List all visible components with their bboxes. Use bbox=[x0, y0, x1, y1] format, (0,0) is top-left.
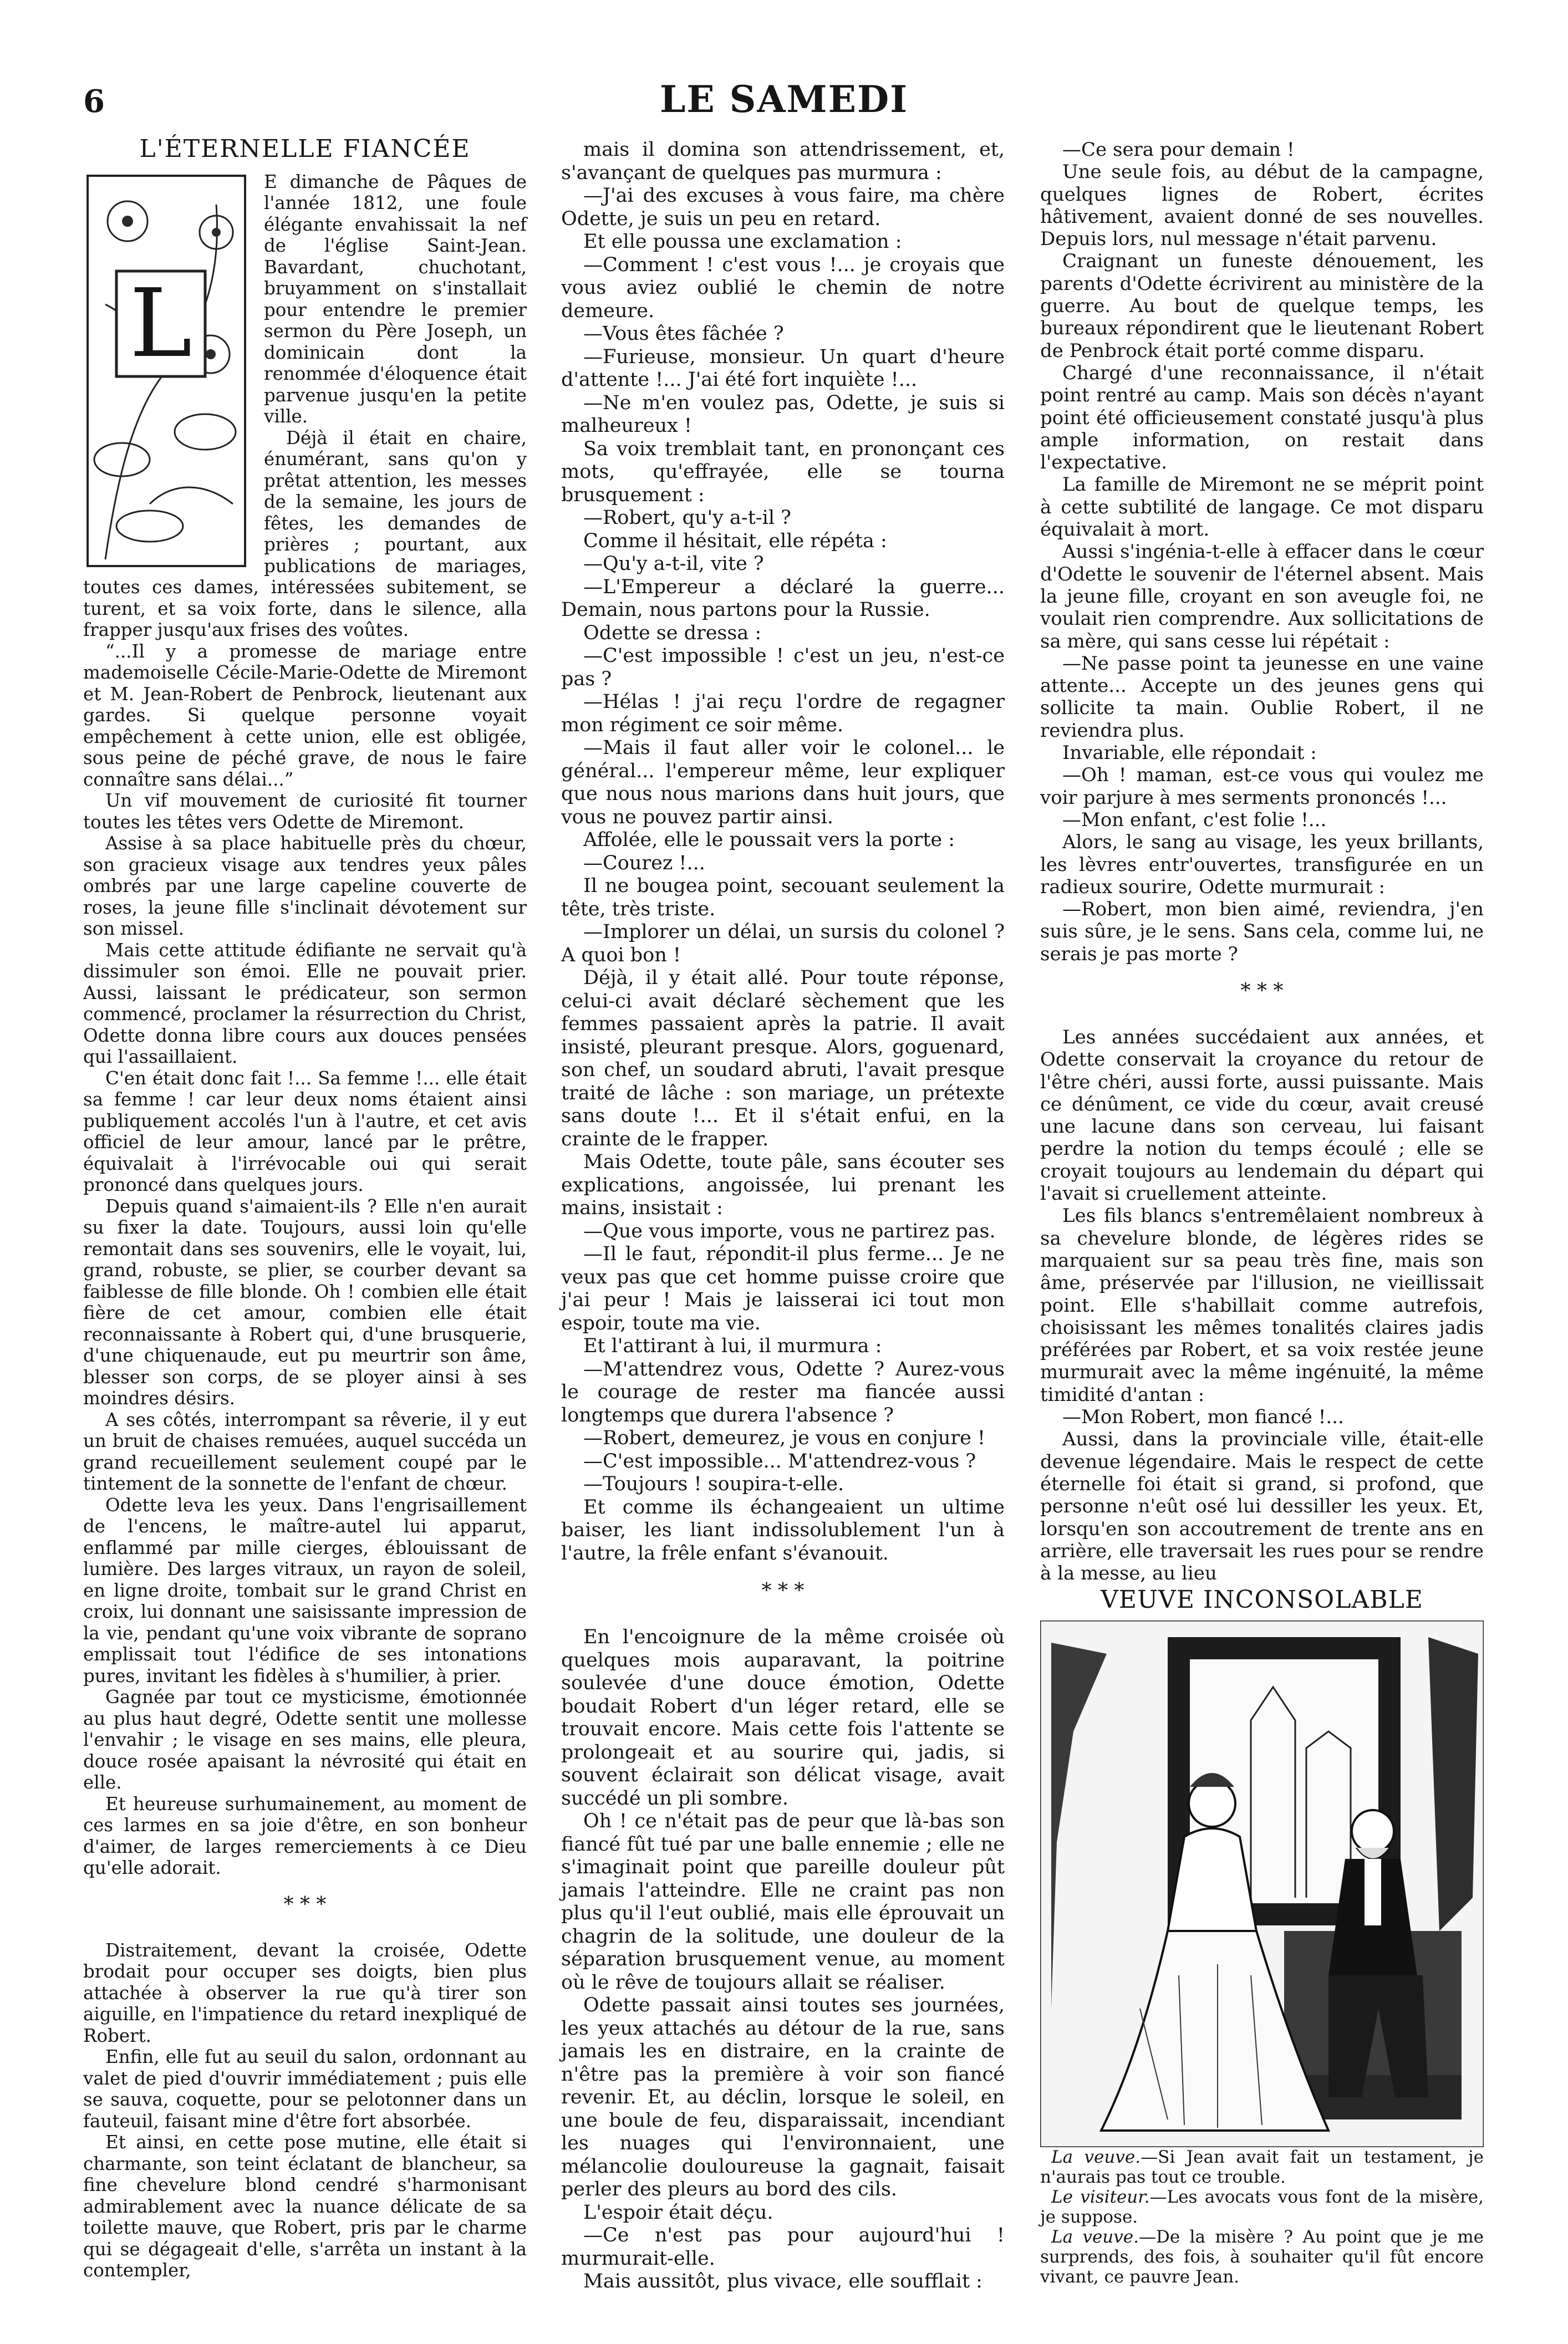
cartoon-captions bbox=[1040, 2147, 1484, 2287]
column-1 bbox=[83, 135, 527, 2281]
caption-line bbox=[1040, 2187, 1484, 2227]
paragraph: Assise à sa place habituelle près du chœur, son gracieux visage aux tendres yeux pâles ombrés par une large capeline couverte de roses, la jeune fille s'inclinait dévotement sur son missel. bbox=[83, 833, 527, 939]
paragraph: —Oh ! maman, est-ce vous qui voulez me voir parjure à mes serments prononcés !... bbox=[1040, 764, 1484, 809]
paragraph: Et comme ils échangeaient un ultime baiser, les liant indissolublement l'un à l'autre, la frêle enfant s'évanouit. bbox=[561, 1496, 1005, 1565]
paragraph: —Il le faut, répondit-il plus ferme... Je ne veux pas que cet homme puisse croire que j'ai peur ! Mais je laisserai ici tout mon espoir, toute ma vie. bbox=[561, 1243, 1005, 1334]
paragraph: Un vif mouvement de curiosité fit tourner toutes les têtes vers Odette de Miremont. bbox=[83, 790, 527, 833]
paragraph: —Toujours ! soupira-t-elle. bbox=[583, 1473, 844, 1495]
paragraph: Les années succédaient aux années, et Odette conservait la croyance du retour de l'être chéri, aussi forte, aussi puissante. Mais ce dénûment, ce vide du cœur, avait creusé une lacune dans son cerveau, lui faisant perdre la notion du temps écoulé ; elle se croyait toujours au lendemain du départ qui l'avait si cruellement atteinte. bbox=[1040, 1026, 1484, 1205]
paragraph: Oh ! ce n'était pas de peur que là-bas son fiancé fût tué par une balle ennemie ; elle ne s'imaginait point que pareille douleur pût jamais l'atteindre. Elle ne craint pas non plus qu'il l'eut oublié, mais elle éprouvait un chagrin de la solitude, une douleur de la séparation brusquement venue, au moment où le rêve de toujours allait se réaliser. bbox=[561, 1810, 1005, 1994]
paragraph: Gagnée par tout ce mysticisme, émotionnée au plus haut degré, Odette sentit une mollesse l'envahir ; le visage en ses mains, elle pleura, douce rosée apaisant la névrosité qui était en elle. bbox=[83, 1686, 527, 1793]
paragraph: —Mon Robert, mon fiancé !... bbox=[1062, 1406, 1344, 1429]
paragraph: Mais Odette, toute pâle, sans écouter ses explications, angoissée, lui prenant les mains, insistait : bbox=[561, 1151, 1005, 1219]
paragraph: Alors, le sang au visage, les yeux brillants, les lèvres entr'ouvertes, transfigurée en un radieux sourire, Odette murmurait : bbox=[1040, 831, 1484, 898]
paragraph: mais il domina son attendrissement, et, s'avançant de quelques pas murmura : bbox=[561, 139, 1005, 184]
paragraph: Et heureuse surhumainement, au moment de ces larmes en sa joie d'être, en son bonheur d'aimer, de larges remerciements à ce Dieu qu'elle adorait. bbox=[83, 1793, 527, 1878]
paragraph: —Robert, qu'y a-t-il ? bbox=[583, 507, 791, 529]
paragraph: —Implorer un délai, un sursis du colonel ? A quoi bon ! bbox=[561, 921, 1005, 966]
section-break: * * * bbox=[761, 1579, 805, 1602]
dropcap-illustration bbox=[83, 171, 250, 570]
paragraph: Aussi s'ingénia-t-elle à effacer dans le cœur d'Odette le souvenir de l'éternel absent. Mais la jeune fille, croyant en son aveugle foi, ne voulait rien comprendre. Aux sollicitations de sa mère, qui sans cesse lui répétait : bbox=[1040, 541, 1484, 653]
cartoon-illustration bbox=[1040, 1621, 1484, 2147]
paragraph: —Hélas ! j'ai reçu l'ordre de regagner mon régiment ce soir même. bbox=[561, 691, 1005, 736]
paragraph: En l'encoignure de la même croisée où quelques mois auparavant, la poitrine soulevée d'une douce émotion, Odette boudait Robert d'un léger retard, elle se trouvait encore. Mais cette fois l'attente se prolongeait et au sourire qui, jadis, si souvent éclairait son délicat visage, avait succédé un pli sombre. bbox=[561, 1626, 1005, 1810]
paragraph: Odette leva les yeux. Dans l'engrisaillement de l'encens, le maître-autel lui apparut, enflammé par mille cierges, éblouissant de lumière. Des larges vitraux, un rayon de soleil, en ligne droite, tombait sur le grand Christ en croix, lui donnant une saisissante impression de la vie, pendant qu'une voix vibrante de soprano emplissait tout l'édifice de ses intonations pures, invitant les fidèles à s'humilier, à prier. bbox=[83, 1494, 527, 1686]
paragraph: —Ce sera pour demain ! bbox=[1062, 139, 1295, 161]
paragraph: Sa voix tremblait tant, en prononçant ces mots, qu'effrayée, elle se tourna brusquement : bbox=[561, 437, 1005, 506]
paragraph: C'en était donc fait !... Sa femme !... elle était sa femme ! car leur deux noms étaient ainsi publiquement accolés l'un à l'autre, et cet avis officiel de leur amour, lancé par le prêtre, équivalait à l'irrévocable oui qui serait prononcé dans quelques jours. bbox=[83, 1067, 527, 1195]
paragraph: “...Il y a promesse de mariage entre mademoiselle Cécile-Marie-Odette de Miremont et M. Jean-Robert de Penbrock, lieutenant aux gardes. Si quelque personne voyait empêchement à cette union, elle est obligée, sous peine de péché grave, de nous le faire connaître sans délai...” bbox=[83, 640, 527, 790]
section-break: * * * bbox=[283, 1893, 327, 1916]
section-break: * * * bbox=[1240, 979, 1284, 1002]
newspaper-title: LE SAMEDI bbox=[659, 78, 909, 121]
paragraph: —C'est impossible ! c'est un jeu, n'est-ce pas ? bbox=[561, 645, 1005, 690]
paragraph: —Ne m'en voulez pas, Odette, je suis si malheureux ! bbox=[561, 391, 1005, 437]
paragraph: Affolée, elle le poussait vers la porte : bbox=[583, 829, 955, 851]
paragraph: Mais cette attitude édifiante ne servait qu'à dissimuler son émoi. Elle ne pouvait prier. Aussi, laissant le prédicateur, son sermon commencé, proclamer la résurrection du Christ, Odette donna libre cours aux douces pensées qui l'assaillaient. bbox=[83, 939, 527, 1067]
paragraph: —Ce n'est pas pour aujourd'hui ! murmurait-elle. bbox=[561, 2224, 1005, 2270]
paragraph: —M'attendrez vous, Odette ? Aurez-vous le courage de rester ma fiancée aussi longtemps que durera l'absence ? bbox=[561, 1358, 1005, 1426]
paragraph: —Que vous importe, vous ne partirez pas. bbox=[583, 1220, 996, 1242]
paragraph: —L'Empereur a déclaré la guerre... Demain, nous partons pour la Russie. bbox=[561, 575, 1005, 621]
story-title: L'ÉTERNELLE FIANCÉE bbox=[139, 135, 471, 163]
paragraph: Déjà il était en chaire, énumérant, sans qu'on y prêtat attention, les messes de la semaine, les jours de fêtes, les demandes de prières ; pourtant, aux publications de mariages, toutes ces dames, intéressées subitement, se turent, et sa voix forte, dans le silence, alla frapper jusqu'aux frises des voûtes. bbox=[83, 427, 527, 640]
cartoon-title: VEUVE INCONSOLABLE bbox=[1101, 1586, 1423, 1614]
paragraph: Invariable, elle répondait : bbox=[1062, 742, 1317, 765]
paragraph: —C'est impossible... M'attendrez-vous ? bbox=[583, 1450, 976, 1472]
caption-speaker: La veuve. bbox=[1051, 2226, 1139, 2247]
page-number: 6 bbox=[83, 83, 105, 120]
paragraph: Odette passait ainsi toutes ses journées, les yeux attachés au détour de la rue, sans jamais les en distraire, en la crainte de n'être pas la première à voir son fiancé revenir. Et, au déclin, lorsque le soleil, en une boule de feu, disparaissait, incendiant les nuages qui l'environnaient, une mélancolie douloureuse la gagnait, faisait perler des pleurs au bord des cils. bbox=[561, 1994, 1005, 2200]
paragraph: —Robert, mon bien aimé, reviendra, j'en suis sûre, je le sens. Sans cela, comme lui, ne serais je pas morte ? bbox=[1040, 898, 1484, 965]
paragraph: Distraitement, devant la croisée, Odette brodait pour occuper ses doigts, bien plus attachée à observer la rue qu'à tirer son aiguille, en l'impatience du retard inexpliqué de Robert. bbox=[83, 1939, 527, 2046]
paragraph: E dimanche de Pâques de l'année 1812, une foule élégante envahissait la nef de l'église Saint-Jean. Bavardant, chuchotant, bruyamment on s'installait pour entendre le premier sermon du Père Joseph, un dominicain dont la renommée d'éloquence était parvenue jusqu'en la petite ville. bbox=[264, 171, 527, 427]
paragraph: —Comment ! c'est vous !... je croyais que vous aviez oublié le chemin de notre demeure. bbox=[561, 253, 1005, 322]
paragraph: Enfin, elle fut au seuil du salon, ordonnant au valet de pied d'ouvrir immédiatement ; puis elle se sauva, coquette, pour se pelotonner dans un fauteuil, faisant mine d'être fort absorbée. bbox=[83, 2046, 527, 2132]
paragraph: La famille de Miremont ne se méprit point à cette subtilité de langage. Ce mot disparu équivalait à mort. bbox=[1040, 473, 1484, 541]
paragraph: Et l'attirant à lui, il murmura : bbox=[583, 1335, 882, 1357]
paragraph: Et ainsi, en cette pose mutine, elle était si charmante, son teint éclatant de blancheur, sa fine chevelure blond cendré s'harmonisant admirablement avec la nuance délicate de sa toilette mauve, que Robert, pris par le charme qui se dégageait d'elle, s'arrêta un instant à la contempler, bbox=[83, 2132, 527, 2281]
caption-line bbox=[1040, 2227, 1484, 2287]
paragraph: Depuis quand s'aimaient-ils ? Elle n'en aurait su fixer la date. Toujours, aussi loin qu'elle remontait dans ses souvenirs, elle le voyait, lui, grand, robuste, se plier, se courber devant sa faiblesse de fille blonde. Oh ! combien elle était fière de cet amour, combien elle était reconnaissante à Robert qui, d'une brusquerie, d'une chiquenaude, eut pu meurtrir son âme, blesser son corps, de se ployer ainsi à ses moindres désirs. bbox=[83, 1195, 527, 1409]
caption-text: —Les avocats vous font de la misère, je suppose. bbox=[1040, 2187, 1484, 2227]
caption-line bbox=[1040, 2147, 1484, 2187]
paragraph: Et elle poussa une exclamation : bbox=[583, 231, 902, 253]
paragraph: Les fils blancs s'entremêlaient nombreux à sa chevelure blonde, de légères rides se marquaient sur sa peau très fine, mais son âme, préservée par l'illusion, ne vieillissait point. Elle s'habillait comme autrefois, choisissant les mêmes tonalités claires jadis préférées par Robert, et sa voix restée jeune murmurait avec la même ingénuité, la même timidité d'antan : bbox=[1040, 1205, 1484, 1406]
paragraph: Aussi, dans la provinciale ville, était-elle devenue légendaire. Mais le respect de cette éternelle foi était si grand, si profond, que personne n'eût osé lui dessiller les yeux. Et, lorsqu'en son accoutrement de trente ans en arrière, elle traversait les rues pour se rendre à la messe, au lieu bbox=[1040, 1428, 1484, 1585]
paragraph: —Furieuse, monsieur. Un quart d'heure d'attente !... J'ai été fort inquiète !... bbox=[561, 345, 1005, 391]
paragraph: Chargé d'une reconnaissance, il n'était point rentré au camp. Mais son décès n'ayant point été officieusement constaté jusqu'à plus ample information, on restait dans l'expectative. bbox=[1040, 361, 1484, 474]
paragraph: Craignant un funeste dénouement, les parents d'Odette écrivirent au ministère de la guerre. Au bout de quelque temps, les bureaux répondirent que le lieutenant Robert de Penbrock était porté comme disparu. bbox=[1040, 250, 1484, 362]
column-2 bbox=[561, 139, 1005, 2294]
caption-speaker: La veuve. bbox=[1051, 2147, 1141, 2167]
paragraph: —Mon enfant, c'est folie !... bbox=[1062, 808, 1327, 831]
paragraph: L'espoir était déçu. bbox=[583, 2201, 773, 2224]
paragraph: Déjà, il y était allé. Pour toute réponse, celui-ci avait déclaré sèchement que les femmes passaient après la patrie. Il avait insisté, pleurant presque. Alors, goguenard, son chef, un soudard abruti, l'avait presque traité de lâche : son mariage, un prétexte sans doute !... Et il s'était enfui, en la crainte de le frapper. bbox=[561, 967, 1005, 1150]
paragraph: Comme il hésitait, elle répéta : bbox=[583, 529, 887, 552]
paragraph: —Mais il faut aller voir le colonel... le général... l'empereur même, leur expliquer que nous nous marions dans huit jours, que vous ne pouvez partir ainsi. bbox=[561, 737, 1005, 828]
paragraph: A ses côtés, interrompant sa rêverie, il y eut un bruit de chaises remuées, auquel succéda un grand recueillement seulement coupé par le tintement de la sonnette de l'enfant de chœur. bbox=[83, 1409, 527, 1494]
paragraph: —Robert, demeurez, je vous en conjure ! bbox=[583, 1427, 986, 1449]
paragraph: —Courez !... bbox=[583, 852, 705, 874]
paragraph: Il ne bougea point, secouant seulement la tête, très triste. bbox=[561, 875, 1005, 920]
paragraph: —Qu'y a-t-il, vite ? bbox=[583, 553, 764, 575]
paragraph: —Ne passe point ta jeunesse en une vaine attente... Accepte un des jeunes gens qui sollicite ta main. Oublie Robert, il ne reviendra plus. bbox=[1040, 652, 1484, 742]
paragraph: Odette se dressa : bbox=[583, 621, 762, 644]
dropcap-letter: L bbox=[129, 268, 192, 379]
column-3 bbox=[1040, 139, 1484, 2287]
paragraph: Mais aussitôt, plus vivace, elle soufflait : bbox=[583, 2270, 982, 2292]
paragraph: —Vous êtes fâchée ? bbox=[583, 323, 784, 345]
caption-text: —Si Jean avait fait un testament, je n'aurais pas tout ce trouble. bbox=[1040, 2147, 1484, 2187]
caption-text: —De la misère ? Au point que je me surprends, des fois, à souhaiter qu'il fût encore vivant, ce pauvre Jean. bbox=[1040, 2226, 1484, 2287]
paragraph: —J'ai des excuses à vous faire, ma chère Odette, je suis un peu en retard. bbox=[561, 185, 1005, 230]
paragraph: Une seule fois, au début de la campagne, quelques lignes de Robert, écrites hâtivement, avaient donné de ses nouvelles. Depuis lors, nul message n'était parvenu. bbox=[1040, 161, 1484, 251]
caption-speaker: Le visiteur. bbox=[1051, 2187, 1150, 2207]
